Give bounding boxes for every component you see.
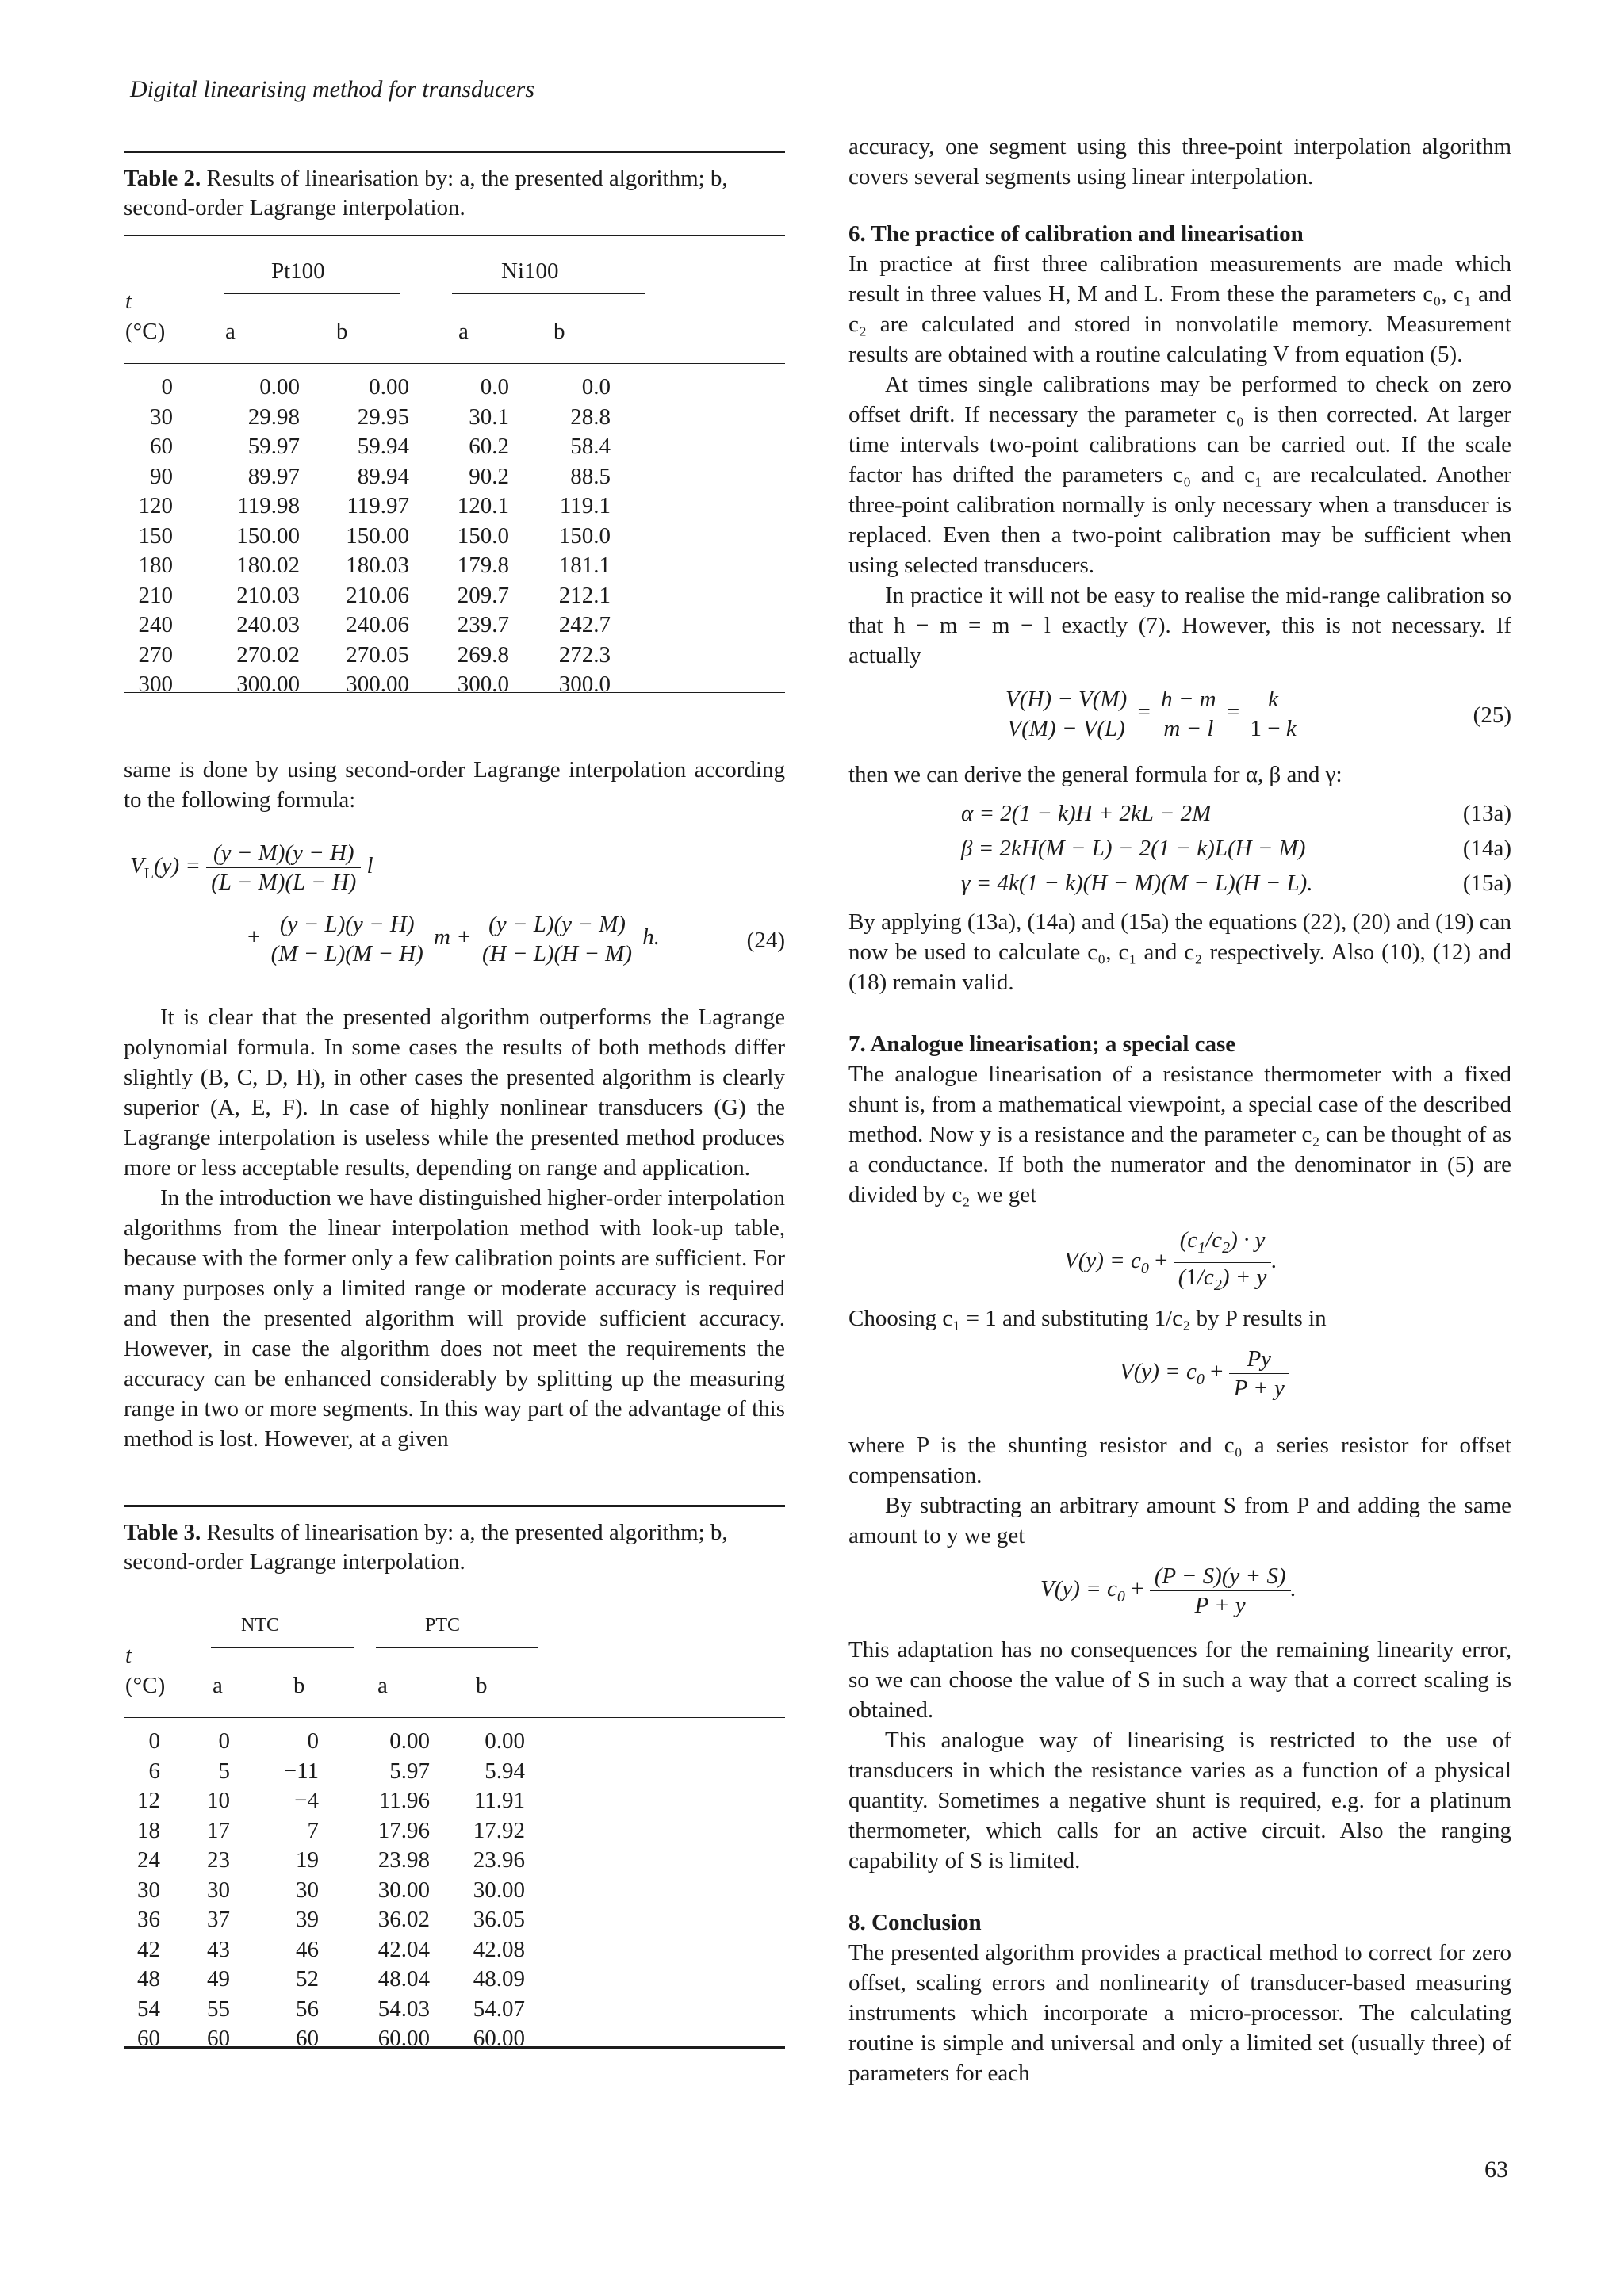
table-cell: 10 [207, 1788, 230, 1813]
table-cell: 42.08 [473, 1936, 525, 1962]
table-cell: 39 [296, 1907, 319, 1932]
paragraph: then we can derive the general formula for α, β and γ: [848, 762, 1342, 787]
table-3-subheader: a [213, 1673, 223, 1698]
table-cell: 119.98 [237, 493, 300, 519]
table-cell: 150.0 [558, 522, 611, 549]
table-2-grid [124, 236, 785, 697]
table-cell: 56 [296, 1996, 319, 2022]
table-cell: 300 [138, 672, 173, 697]
table-cell: 181.1 [558, 553, 611, 578]
table-cell: 180 [138, 553, 173, 578]
table-cell: 5.97 [389, 1758, 430, 1784]
table-cell: 240 [138, 612, 173, 637]
paragraph: This analogue way of linearising is restricted to the use of transducers in which the resistance varies as a function of a physical quantity. Sometimes a negative shunt is required, e.g. for a platinum thermometer, which calls for an active circuit. Also the ranging capability of S is limited. [848, 1728, 1511, 1873]
paragraph: In practice it will not be easy to realise the mid-range calibration so that h − m = m − l exactly (7). However, this is not necessary. If actually [848, 583, 1511, 668]
table-2-subheader: b [553, 319, 565, 344]
table-cell: 119.1 [559, 493, 611, 519]
paragraph: At times single calibrations may be performed to check on zero offset drift. If necessary the parameter c₀ is then corrected. At larger time intervals two-point calibrations can be carried out. If the scale factor has drifted the parameters c₀ and c₁ are recalculated. Another three-point calibration normally is only necessary when a transducer is replaced. Even then a two-point calibration may be sufficient when using selected transducers. [848, 372, 1511, 578]
equation-number: (15a) [1462, 871, 1511, 896]
table-cell: 54.07 [473, 1996, 525, 2022]
equation-number: (13a) [1462, 801, 1511, 826]
table-cell: 300.00 [236, 672, 300, 697]
table-cell: 5 [218, 1758, 230, 1784]
table-cell: 210.06 [346, 582, 409, 608]
paragraph: By subtracting an arbitrary amount S from P and adding the same amount to y we get [848, 1493, 1511, 1548]
table-cell: 5.94 [485, 1758, 525, 1784]
table-cell: 270.05 [346, 641, 409, 668]
table-3-subheader: a [377, 1673, 388, 1698]
table-cell: 89.94 [357, 463, 409, 489]
equation-13a: α = 2(1 − k)H + 2kL − 2M (13a) [961, 801, 1511, 826]
equation-number: (25) [1473, 702, 1511, 728]
table-cell: 0.00 [259, 374, 300, 400]
table-cell: 48 [137, 1966, 160, 1992]
table-cell: 240.03 [236, 612, 300, 637]
table-cell: 7 [307, 1817, 319, 1843]
table-cell: 59.97 [247, 434, 300, 459]
paragraph: This adaptation has no consequences for the remaining linearity error, so we can choose the value of S in such a way that a correct scaling is obtained. [848, 1637, 1511, 1723]
equation-14a: β = 2kH(M − L) − 2(1 − k)L(H − M) (14a) [961, 836, 1511, 861]
table-2 [124, 151, 785, 697]
table-cell: 36.02 [377, 1907, 430, 1932]
table-3-grid [124, 1590, 785, 2051]
table-cell: 52 [296, 1966, 319, 1992]
table-cell: 210 [138, 582, 173, 608]
table-cell: 0 [161, 374, 173, 400]
table-cell: 180.02 [236, 553, 300, 578]
table-cell: 60.00 [473, 2026, 525, 2051]
paragraph: The presented algorithm provides a practical method to correct for zero offset, scaling errors and nonlinearity of transducer-based measuring instruments which incorporate a micro-processor. The calculating routine is simple and universal and only a limited set (usually three) of parameters for each [848, 1940, 1511, 2086]
table-cell: 90.2 [469, 463, 509, 489]
table-cell: 210.03 [236, 582, 300, 608]
table-cell: 28.8 [570, 404, 611, 430]
table-cell: 30 [150, 404, 173, 430]
table-cell: 30 [207, 1877, 230, 1903]
table-cell: 0 [148, 1728, 160, 1754]
table-cell: 150.00 [236, 522, 300, 549]
table-cell: 150.0 [457, 522, 509, 549]
table-3-t-label: t [125, 1643, 132, 1668]
table-cell: 120 [138, 493, 173, 519]
table-cell: 60 [296, 2026, 319, 2051]
table-cell: 30 [137, 1877, 160, 1903]
table-cell: 60 [150, 434, 173, 459]
paragraph: In practice at first three calibration measurements are made which result in three values H, M and L. From these the parameters c₀, c₁ and c₂ are calculated and stored in nonvolatile memory. Measurement results are obtained with a routine calculating V from equation (5). [848, 251, 1511, 367]
table-cell: 24 [137, 1847, 160, 1873]
table-cell: 55 [207, 1996, 230, 2022]
table-cell: 23 [207, 1847, 230, 1873]
table-cell: 30 [296, 1877, 319, 1903]
paragraph: accuracy, one segment using this three-point interpolation algorithm covers several segments using linear interpolation. [848, 134, 1511, 189]
table-cell: 0.00 [485, 1728, 525, 1754]
table-cell: 60 [137, 2026, 160, 2051]
table-cell: 23.98 [377, 1847, 430, 1873]
table-cell: 29.98 [247, 404, 300, 430]
table-3-unit-label: (°C) [125, 1673, 166, 1698]
table-cell: 60.2 [469, 434, 509, 459]
table-2-subheader: a [458, 319, 469, 344]
paragraph: In the introduction we have distinguished higher-order interpolation algorithms from the linear interpolation method with look-up table, because with the former only a few calibration points are sufficient. For many purposes only a limited range or moderate accuracy is required and then the presented algorithm will provide sufficient accuracy. However, in case the algorithm does not meet the requirements the accuracy can be enhanced considerably by splitting up the measuring range in two or more segments. In this way part of the advantage of this method is lost. However, at a given [124, 1185, 785, 1452]
table-cell: 150.00 [346, 522, 409, 549]
table-cell: 0.00 [369, 374, 409, 400]
table-2-unit-label: (°C) [125, 319, 166, 344]
table-3-group-header: PTC [425, 1615, 461, 1636]
equation-25: $\frac{V(H) - V(M)}{V(M) - V(L)}$ = $\frac{h - m}{m - l}$ = $\frac{k}{1 - k}$ (25) [848, 679, 1511, 760]
table-cell: 17.92 [473, 1817, 525, 1843]
table-cell: 23.96 [473, 1847, 525, 1873]
left-column [124, 151, 785, 2049]
table-cell: 18 [137, 1817, 160, 1843]
table-2-group-header: Pt100 [271, 258, 325, 284]
table-cell: 0.00 [389, 1728, 430, 1754]
table-cell: 30.00 [377, 1877, 430, 1903]
section-heading: 7. Analogue linearisation; a special case [848, 1031, 1236, 1057]
equation-number: (14a) [1462, 836, 1511, 861]
paragraph: By applying (13a), (14a) and (15a) the equations (22), (20) and (19) can now be used to calculate c₀, c₁ and c₂ respectively. Also (10), (12) and (18) remain valid. [848, 909, 1511, 995]
table-cell: 46 [296, 1936, 319, 1962]
table-cell: 269.8 [457, 641, 509, 668]
table-cell: 89.97 [247, 463, 300, 489]
table-cell: 242.7 [558, 612, 611, 637]
table-cell: 29.95 [357, 404, 409, 430]
table-cell: 36.05 [473, 1907, 525, 1932]
table-cell: 60.00 [377, 2026, 430, 2051]
table-3-group-header: NTC [241, 1615, 279, 1636]
table-cell: 88.5 [570, 463, 611, 489]
table-cell: 6 [148, 1758, 160, 1784]
table-cell: 300.0 [558, 672, 611, 697]
table-cell: 119.97 [347, 493, 409, 519]
table-cell: 42.04 [377, 1936, 430, 1962]
table-3-subheader: b [476, 1673, 488, 1698]
table-cell: −11 [283, 1758, 319, 1784]
equation-24: $V_L(y)$ = $\frac{(y - M)(y - H)}{(L - M)(L - H)}$ l + $\frac{(y - L)(y - H)}{(M - L)(M - H)}$ m + $\frac{(y - L)(y - M)}{(H - L)(H - M)}$ h. (24) [130, 840, 785, 966]
table-cell: 11.96 [378, 1788, 430, 1813]
table-cell: 180.03 [346, 553, 409, 578]
table-2-subheader: a [225, 319, 236, 344]
page-number: 63 [1484, 2156, 1508, 2183]
table-cell: 270.02 [236, 641, 300, 668]
table-cell: 48.04 [377, 1966, 430, 1992]
table-cell: −4 [294, 1788, 319, 1813]
paragraph: same is done by using second-order Lagrange interpolation according to the following formula: [124, 757, 785, 813]
table-cell: 48.09 [473, 1966, 525, 1992]
table-cell: 30.00 [473, 1877, 525, 1903]
right-column [848, 132, 1511, 2088]
table-2-caption: Table 2. Results of linearisation by: a, the presented algorithm; b, second-order Lagrange interpolation. [124, 166, 728, 220]
table-cell: 272.3 [558, 641, 611, 668]
table-2-group-header: Ni100 [501, 258, 559, 284]
table-cell: 59.94 [357, 434, 409, 459]
table-cell: 0.0 [581, 374, 611, 400]
equation-shunt-2: $V(y) = c_0$ + $\frac{Py}{P + y}$ [848, 1340, 1511, 1419]
paragraph: Choosing c₁ = 1 and substituting 1/c₂ by P results in [848, 1306, 1327, 1331]
equation-shunt-1: $V(y) = c_0$ + $\frac{(c_1/c_2) \cdot y}{(1/c_2) + y}$ . [1064, 1227, 1277, 1294]
table-cell: 60 [207, 2026, 230, 2051]
running-header: Digital linearising method for transducers [130, 76, 534, 102]
table-cell: 12 [137, 1788, 160, 1813]
table-cell: 11.91 [473, 1788, 525, 1813]
table-cell: 36 [137, 1907, 160, 1932]
table-cell: 49 [207, 1966, 230, 1992]
table-cell: 239.7 [457, 612, 509, 637]
equation-number: (24) [746, 928, 785, 953]
section-heading: 8. Conclusion [848, 1910, 982, 1935]
paragraph: The analogue linearisation of a resistance thermometer with a fixed shunt is, from a mathematical viewpoint, a special case of the described method. Now y is a resistance and the parameter c₂ can be thought of as a conductance. If both the numerator and the denominator in (5) are divided by c₂ we get [848, 1062, 1511, 1207]
table-2-t-label: t [125, 289, 132, 314]
table-cell: 0 [218, 1728, 230, 1754]
table-cell: 300.00 [346, 672, 409, 697]
table-cell: 54 [137, 1996, 160, 2022]
paragraph: It is clear that the presented algorithm outperforms the Lagrange polynomial formula. In some cases the results of both methods differ slightly (B, C, D, H), in other cases the presented algorithm is clearly superior (A, E, F). In case of highly nonlinear transducers (G) the Lagrange interpolation is useless while the presented method produces more or less acceptable results, depending on range and application. [124, 1004, 785, 1181]
table-cell: 30.1 [469, 404, 509, 430]
table-cell: 150 [138, 522, 173, 549]
section-heading: 6. The practice of calibration and linearisation [848, 221, 1304, 247]
table-cell: 37 [207, 1907, 230, 1932]
equation-15a: γ = 4k(1 − k)(H − M)(M − L)(H − L). (15a) [961, 871, 1511, 896]
table-cell: 17 [207, 1817, 230, 1843]
table-cell: 209.7 [457, 582, 509, 608]
table-cell: 300.0 [457, 672, 509, 697]
table-cell: 17.96 [377, 1817, 430, 1843]
paragraph: where P is the shunting resistor and c₀ a series resistor for offset compensation. [848, 1433, 1511, 1488]
table-2-subheader: b [336, 319, 348, 344]
table-cell: 120.1 [457, 493, 509, 519]
table-cell: 270 [138, 641, 173, 668]
table-cell: 0 [307, 1728, 319, 1754]
table-cell: 179.8 [457, 553, 509, 578]
table-3-caption: Table 3. Results of linearisation by: a, the presented algorithm; b, second-order Lagrange interpolation. [124, 1520, 728, 1575]
table-cell: 212.1 [558, 582, 611, 608]
table-cell: 240.06 [346, 612, 409, 637]
table-cell: 43 [207, 1936, 230, 1962]
table-cell: 54.03 [377, 1996, 430, 2022]
table-cell: 90 [150, 463, 173, 489]
table-cell: 19 [296, 1847, 319, 1873]
table-cell: 58.4 [570, 434, 611, 459]
equation-shunt-3: $V(y) = c_0$ + $\frac{(P - S)(y + S)}{P + y}$ . [1040, 1563, 1297, 1618]
table-3 [124, 1505, 785, 2049]
table-cell: 0.0 [480, 374, 509, 400]
table-3-subheader: b [293, 1673, 305, 1698]
table-cell: 42 [137, 1936, 160, 1962]
